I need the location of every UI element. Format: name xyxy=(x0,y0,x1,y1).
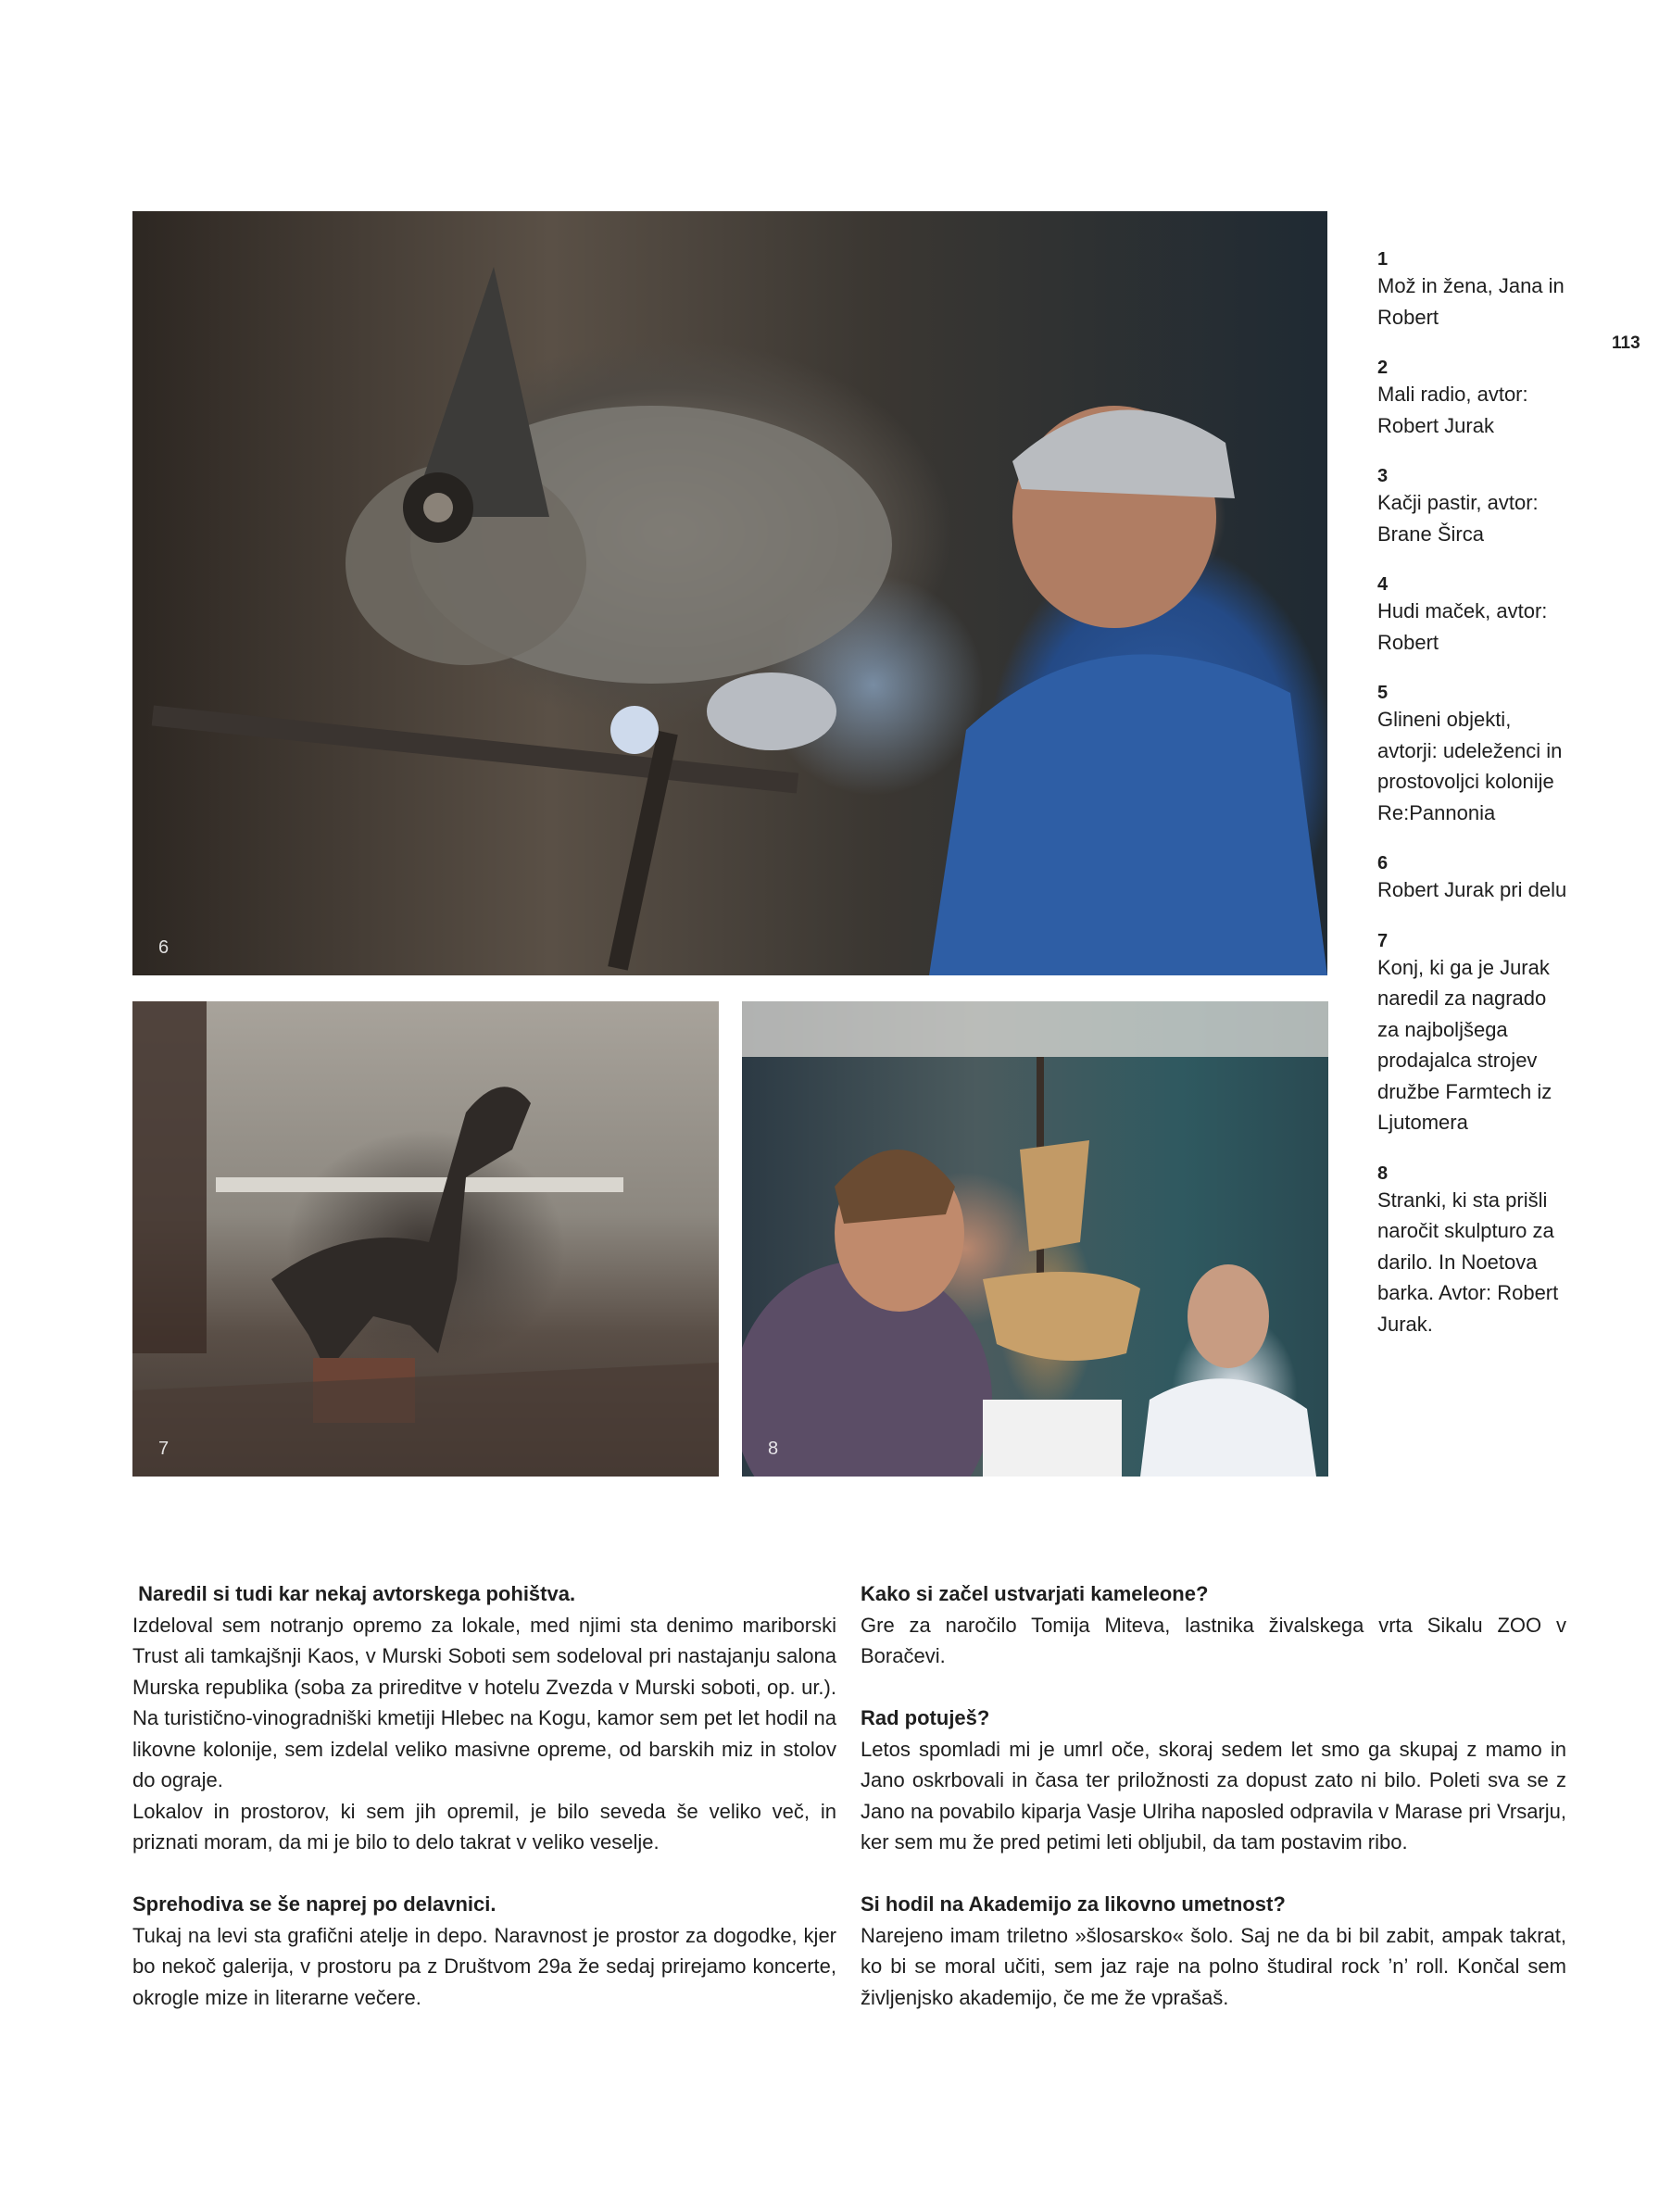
interview-question: Si hodil na Akademijo za likovno umetnost? xyxy=(861,1892,1286,1916)
caption-number: 3 xyxy=(1377,466,1389,486)
interview-answer: Narejeno imam triletno »šlosarsko« šolo. Saj ne da bi bil zabit, ampak takrat, ko bi se moral učiti, sem jaz raje na polno študiral rock ’n’ roll. Končal sem življenjsko akademijo, če me že vprašaš. xyxy=(861,1923,1566,2009)
interview-section xyxy=(132,1889,836,2013)
interview-answer: Izdeloval sem notranjo opremo za lokale, med njimi sta denimo mariborski Trust ali tamkajšnji Kaos, v Murski Soboti sem sodeloval pri nastajanju salona Murska republika (soba za prireditve v hotelu Zvezda v Murski soboti, op. ur.). Na turistično-vinogradniški kmetiji Hlebec na Kogu, kamor sem pet let hodil na likovne kolonije, sem izdelal veliko masivne opreme, od barskih miz in stolov do ograje. xyxy=(132,1613,836,1791)
interview-question: Rad potuješ? xyxy=(861,1706,990,1729)
interview-column-right xyxy=(861,1578,1566,2044)
caption-number: 4 xyxy=(1377,574,1389,595)
caption-text: Mož in žena, Jana in Robert xyxy=(1377,274,1565,329)
photo-number: 8 xyxy=(768,1439,779,1459)
caption-7 xyxy=(1377,930,1567,1138)
caption-text: Kačji pastir, avtor: Brane Širca xyxy=(1377,491,1539,546)
caption-number: 2 xyxy=(1377,358,1389,378)
metal-horse-illustration xyxy=(132,1001,719,1477)
caption-text: Konj, ki ga je Jurak naredil za nagrado za najboljšega prodajalca strojev družbe Farmtech iz Ljutomera xyxy=(1377,955,1552,1134)
caption-number: 5 xyxy=(1377,683,1389,703)
interview-column-left xyxy=(132,1578,836,2044)
caption-3 xyxy=(1377,465,1567,549)
caption-text: Glineni objekti, avtorji: udeleženci in prostovoljci kolonije Re:Pannonia xyxy=(1377,708,1563,824)
photo-welder-chameleon xyxy=(132,211,1327,975)
caption-number: 8 xyxy=(1377,1163,1389,1184)
caption-5 xyxy=(1377,682,1567,828)
caption-2 xyxy=(1377,357,1567,441)
photo-visitors-boat xyxy=(742,1001,1328,1477)
interview-section xyxy=(861,1578,1566,1672)
photo-number: 6 xyxy=(158,937,170,958)
photo-metal-horse xyxy=(132,1001,719,1477)
caption-1 xyxy=(1377,248,1567,333)
caption-text: Stranki, ki sta prišli naročit skulpturo za darilo. In Noetova barka. Avtor: Robert Jurak. xyxy=(1377,1188,1559,1336)
visitors-boat-illustration xyxy=(742,1001,1328,1477)
interview-section xyxy=(861,1889,1566,2013)
interview-question: Naredil si tudi kar nekaj avtorskega pohištva. xyxy=(132,1582,576,1605)
caption-4 xyxy=(1377,573,1567,658)
caption-text: Mali radio, avtor: Robert Jurak xyxy=(1377,383,1528,437)
caption-text: Hudi maček, avtor: Robert xyxy=(1377,599,1548,654)
interview-answer: Letos spomladi mi je umrl oče, skoraj sedem let smo ga skupaj z mamo in Jano oskrbovali in časa ter priložnosti za dopust zato ni bilo. Poleti sva se z Jano na povabilo kiparja Vasje Ulriha naposled odpravila v Marase pri Vrsarju, ker sem mu že pred petimi leti obljubil, da tam postavim ribo. xyxy=(861,1737,1566,1854)
interview-answer: Gre za naročilo Tomija Miteva, lastnika živalskega vrta Sikalu ZOO v Boračevi. xyxy=(861,1613,1566,1667)
caption-8 xyxy=(1377,1163,1567,1340)
caption-number: 1 xyxy=(1377,249,1389,270)
interview-answer: Lokalov in prostorov, ki sem jih opremil, je bilo seveda še veliko več, in priznati moram, da mi je bilo to delo takrat v veliko veselje. xyxy=(132,1799,836,1854)
welder-chameleon-illustration xyxy=(132,211,1327,975)
page-number: 113 xyxy=(1612,333,1640,353)
caption-number: 6 xyxy=(1377,853,1389,873)
interview-question: Kako si začel ustvarjati kameleone? xyxy=(861,1582,1209,1605)
caption-text: Robert Jurak pri delu xyxy=(1377,878,1567,901)
interview-question: Sprehodiva se še naprej po delavnici. xyxy=(132,1892,496,1916)
interview-section xyxy=(861,1703,1566,1858)
caption-6 xyxy=(1377,852,1567,906)
interview-answer: Tukaj na levi sta grafični atelje in depo. Naravnost je prostor za dogodke, kjer bo nekoč galerija, v prostoru pa z Društvom 29a že sedaj prirejamo koncerte, okrogle mize in literarne večere. xyxy=(132,1923,836,2009)
photo-number: 7 xyxy=(158,1439,170,1459)
interview-section xyxy=(132,1578,836,1858)
caption-number: 7 xyxy=(1377,930,1389,951)
caption-list xyxy=(1377,248,1567,1364)
